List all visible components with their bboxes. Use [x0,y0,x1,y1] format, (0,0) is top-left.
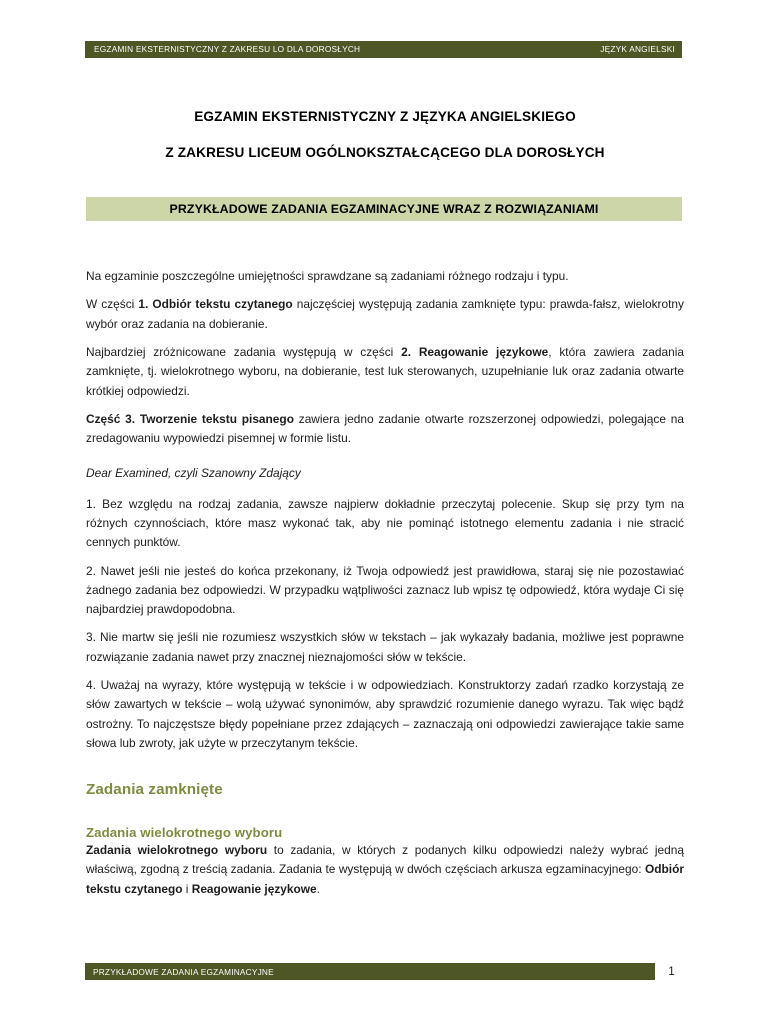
tip-item-3: 3. Nie martw się jeśli nie rozumiesz wszystkich słów w tekstach – jak wykazały badania, możliwe jest poprawne rozwiązanie zadania nawet przy znacznej nieznajomości słów w tekście. [86,630,684,664]
part-1-bold-label: 1. Odbiór tekstu czytanego [138,297,293,312]
closing-bold-lead: Zadania wielokrotnego wyboru [86,843,268,858]
paragraph-intro-text: Na egzaminie poszczególne umiejętności sprawdzane są zadaniami różnego rodzaju i typu. [86,269,569,284]
part-2-suffix: , która zawiera zadania zamknięte, tj. wielokrotnego wyboru, na dobieranie, test luk sterowanych, uzupełnianie luk oraz zadania otwarte krótkiej odpowiedzi. [86,345,684,398]
page-running-footer [85,963,682,980]
section-heading-closed-tasks: Zadania zamknięte [86,781,223,799]
salutation-line: Dear Examined, czyli Szanowny Zdający [86,466,301,481]
part-3-bold-label: Część 3. Tworzenie tekstu pisanego [86,411,294,426]
page-running-header [85,41,682,58]
closing-bold-part-2: Reagowanie językowe [191,881,317,896]
closing-text-1: to zadania, w których z podanych kilku odpowiedzi należy wybrać jedną właściwą, zgodną z treścią zadania. Zadania te występują w dwóch częściach arkusza egzaminacyjnego: [86,843,684,877]
paragraph-multiple-choice-description [86,841,684,899]
highlight-banner-text: PRZYKŁADOWE ZADANIA EGZAMINACYJNE WRAZ Z ROZWIĄZANIAMI [169,202,599,217]
paragraph-part-2 [86,343,684,401]
paragraph-intro [86,267,684,286]
part-1-suffix: najczęściej występują zadania zamknięte typu: prawda-fałsz, wielokrotny wybór oraz zadania na dobieranie. [86,297,684,331]
document-content [86,110,684,908]
part-2-bold-label: 2. Reagowanie językowe [401,345,549,360]
closing-period: . [316,881,320,896]
page-number: 1 [668,965,675,978]
tip-item-4: 4. Uważaj na wyrazy, które występują w tekście i w odpowiedziach. Konstruktorzy zadań rzadko korzystają ze słów zawartych w tekście – wolą używać synonimów, aby sprawdzić rozumienie danego wyrazu. Tak więc bądź ostrożny. To najczęstsze błędy popełniane przez zdających – zaznaczają oni odpowiedzi zawierające takie same słowa lub zwroty, jak użyte w przeczytanym tekście. [86,677,684,750]
paragraph-part-1 [86,295,684,334]
footer-bar [85,963,655,980]
highlight-banner [86,197,682,221]
closing-bold-part-1: Odbiór tekstu czytanego [86,862,684,896]
part-3-suffix: zawiera jedno zadanie otwarte rozszerzonej odpowiedzi, polegające na zredagowaniu wypowiedzi pisemnej w formie listu. [86,411,684,446]
header-left-text: EGZAMIN EKSTERNISTYCZNY Z ZAKRESU LO DLA DOROSŁYCH [94,44,361,55]
body-text-block [86,267,684,753]
closing-conjunction: i [182,881,192,896]
footer-text: PRZYKŁADOWE ZADANIA EGZAMINACYJNE [93,966,274,977]
subsection-heading-multiple-choice: Zadania wielokrotnego wyboru [86,825,283,841]
document-title-line-2: Z ZAKRESU LICEUM OGÓLNOKSZTAŁCĄCEGO DLA DOROSŁYCH [165,144,605,160]
paragraph-part-3 [86,410,684,449]
part-2-prefix: Najbardziej zróżnicowane zadania występują w części [86,345,402,360]
part-1-prefix: W części [86,297,139,312]
document-title-line-1: EGZAMIN EKSTERNISTYCZNY Z JĘZYKA ANGIELSKIEGO [194,109,576,124]
tip-item-2: 2. Nawet jeśli nie jesteś do końca przekonany, iż Twoja odpowiedź jest prawidłowa, staraj się nie pozostawiać żadnego zadania bez odpowiedzi. W przypadku wątpliwości zaznacz lub wpisz tę odpowiedź, która wydaje Ci się najbardziej prawdopodobna. [86,563,684,617]
tip-item-1: 1. Bez względu na rodzaj zadania, zawsze najpierw dokładnie przeczytaj polecenie. Skup się przy tym na różnych czynnościach, które masz wykonać tak, aby nie pominąć istotnego elementu zadania i nie stracić cennych punktów. [86,496,684,550]
header-right-text: JĘZYK ANGIELSKI [600,44,675,55]
